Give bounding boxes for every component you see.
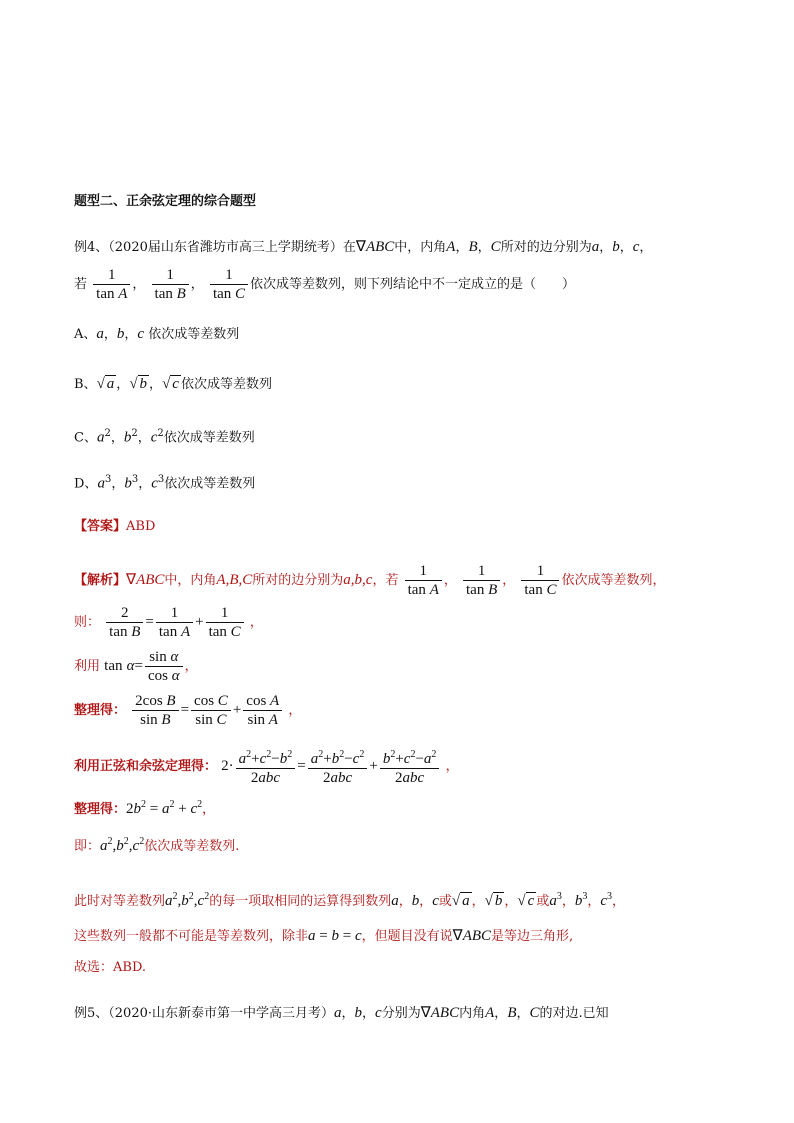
- math: c: [632, 239, 640, 255]
- fraction-1-over-tanB: $\frac{1}{\text{tan B}}$: [152, 266, 189, 303]
- option-d: D、$a^3$，$b^3$，$c^3$依次成等差数列: [74, 474, 256, 492]
- math: B: [468, 239, 478, 255]
- answer-line: [74, 517, 155, 537]
- analysis-line10: 故选：ABD.: [74, 960, 147, 975]
- example4-source: （2020届山东省潍坊市高三上学期统考）: [108, 240, 343, 255]
- example4-stem-line2: 若 $\frac{1}{\text{tan A}}$ ， $\frac{1}{\text{tan B}}$ ， $\frac{1}{\text{tan C}}$ 依次成等差数列，则下列结论中不一定成立的是（ ）: [74, 267, 576, 302]
- analysis-text: 的每一项取相同的运算得到数列: [209, 894, 392, 909]
- analysis-text: 依次成等差数列.: [144, 839, 240, 854]
- option-b: B、√ a ，√ b ，√ c 依次成等差数列: [74, 376, 272, 392]
- analysis-line9: 这些数列一般都不可能是等差数列，除非a = b = c，但题目没有说∇ABC是等边三角形,: [74, 926, 574, 944]
- analysis-line3: 利用 tan α= $\frac{\text{sin α}}{\text{cos α}}$ ，: [74, 649, 198, 684]
- example5-label: 例5、: [74, 1006, 109, 1021]
- analysis-line4: 整理得： $\frac{\text{2cos B}}{\text{sin B}}$ = $\frac{\text{cos C}}{\text{sin C}}$ + $\frac{\text{cos A}}{\text{sin A}}$ ，: [74, 693, 302, 728]
- math: b: [612, 239, 620, 255]
- analysis-text: 此时对等差数列: [74, 894, 166, 909]
- answer-value: ABD: [126, 519, 156, 534]
- analysis-text: 或: [536, 894, 550, 909]
- option-text: 依次成等差数列: [180, 377, 272, 392]
- stem-text: 中，内角: [394, 240, 447, 255]
- option-label: C、: [74, 430, 97, 446]
- option-text: 依次成等差数列: [164, 476, 256, 492]
- analysis-text: 或: [438, 894, 452, 909]
- example5-text: 分别为: [381, 1006, 421, 1021]
- analysis-text: 利用: [74, 659, 101, 674]
- option-label: D、: [74, 476, 98, 492]
- example4-label: 例4、: [74, 240, 109, 255]
- math: a: [591, 239, 600, 255]
- analysis-text: 则：: [74, 615, 101, 630]
- math: C: [490, 239, 501, 255]
- answer-label: 【答案】: [74, 519, 127, 534]
- analysis-text: 即：: [74, 839, 101, 854]
- example5-stem: 例5、（2020·山东新泰市第一中学高三月考）a，b，c分别为∇ABC内角A，B，C的对边.已知: [74, 1003, 609, 1021]
- triangle-name: ABC: [136, 572, 165, 588]
- option-text: 依次成等差数列: [148, 327, 240, 342]
- analysis-text: ，但题目没有说: [361, 929, 453, 944]
- triangle-name: ABC: [462, 928, 492, 944]
- section-title: 题型二、正余弦定理的综合题型: [74, 194, 257, 209]
- analysis-text: 是等边三角形,: [491, 929, 574, 944]
- fraction-1-over-tanA: $\frac{1}{\text{tan A}}$: [93, 266, 130, 303]
- analysis-text: 整理得：: [74, 703, 127, 718]
- triangle-name: ABC: [430, 1005, 460, 1021]
- analysis-line7: 即：$a^2,b^2,c^2$依次成等差数列.: [74, 836, 240, 854]
- analysis-line8: 此时对等差数列$a^2,b^2,c^2$的每一项取相同的运算得到数列a，b，c或√ a ，√ b ，√ c 或$a^3$，$b^3$，$c^3$，: [74, 891, 626, 909]
- analysis-line5: 利用正弦和余弦定理得： 2· $\frac{a^2+c^2-b^2}{\text{2abc}}$ = $\frac{a^2+b^2-c^2}{\text{2abc}}$ + $\frac{b^2+c^2-a^2}{\text{2abc}}$ ，: [74, 746, 459, 787]
- analysis-line2: 则： $\frac{2}{\text{tan B}}$ = $\frac{1}{\text{tan A}}$ + $\frac{1}{\text{tan C}}$ ，: [74, 605, 263, 640]
- analysis-text: 中，内角: [164, 573, 217, 588]
- analysis-text: 这些数列一般都不可能是等差数列，除非: [74, 929, 309, 944]
- analysis-line1: 【解析】∇ABC中，内角A,B,C所对的边分别为a,b,c，若 $\frac{1}{\text{tan A}}$ ， $\frac{1}{\text{tan B}}$ ， $\frac{1}{\text{tan C}}$ 依次成等差数列，: [74, 563, 666, 598]
- stem-text: 依次成等差数列，则下列结论中不一定成立的是（ ）: [250, 277, 576, 292]
- triangle-symbol: ∇: [355, 237, 366, 255]
- analysis-text: 整理得：: [74, 802, 127, 817]
- example4-stem-line1: 例4、（2020届山东省潍坊市高三上学期统考）在∇ABC中，内角A，B，C所对的边分别为a，b，c，: [74, 237, 653, 255]
- stem-text: 在: [342, 240, 356, 255]
- option-label: B、: [74, 377, 97, 392]
- triangle-name: ABC: [365, 239, 395, 255]
- option-text: 依次成等差数列: [163, 430, 255, 446]
- stem-text: 所对的边分别为: [500, 240, 592, 255]
- option-a: A、a，b，c 依次成等差数列: [74, 326, 240, 342]
- option-c: C、$a^2$，$b^2$，$c^2$依次成等差数列: [74, 428, 255, 446]
- stem-text: 若: [74, 277, 88, 292]
- option-label: A、: [74, 327, 97, 342]
- analysis-text: 所对的边分别为: [252, 573, 344, 588]
- example5-text: 的对边.已知: [539, 1006, 609, 1021]
- example5-source: （2020·山东新泰市第一中学高三月考）: [108, 1006, 334, 1021]
- analysis-text: 利用正弦和余弦定理得：: [74, 759, 218, 774]
- example5-text: 内角: [459, 1006, 486, 1021]
- analysis-text: ，若: [372, 573, 399, 588]
- math: A: [446, 239, 456, 255]
- fraction-1-over-tanC: $\frac{1}{\text{tan C}}$: [210, 266, 248, 303]
- analysis-label: 【解析】: [74, 573, 127, 588]
- analysis-line6: 整理得：$2b^2 = a^2 + c^2$，: [74, 799, 216, 817]
- analysis-text: 依次成等差数列，: [561, 573, 666, 588]
